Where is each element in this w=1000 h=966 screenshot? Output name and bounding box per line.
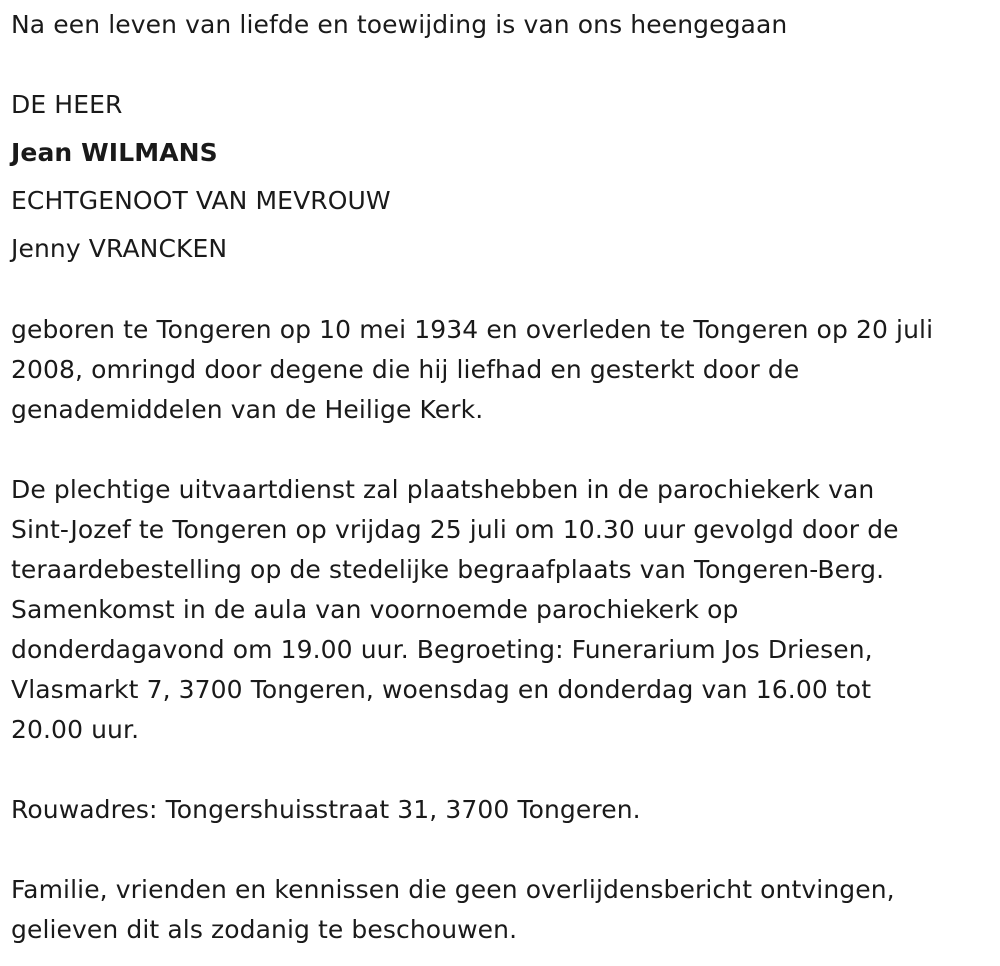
paragraph-line: donderdagavond om 19.00 uur. Begroeting: Funerarium Jos Driesen, (11, 635, 873, 664)
deceased-name: Jean WILMANS (11, 138, 218, 167)
paragraph-line: De plechtige uitvaartdienst zal plaatshebben in de parochiekerk van (11, 475, 875, 504)
paragraph-line: Samenkomst in de aula van voornoemde parochiekerk op (11, 595, 739, 624)
paragraph-line: Vlasmarkt 7, 3700 Tongeren, woensdag en donderdag van 16.00 tot (11, 675, 872, 704)
obituary-intro: Na een leven van liefde en toewijding is van ons heengegaan (11, 10, 788, 39)
paragraph-line: 2008, omringd door degene die hij liefhad en gesterkt door de (11, 355, 800, 384)
paragraph-line: Sint-Jozef te Tongeren op vrijdag 25 juli om 10.30 uur gevolgd door de (11, 515, 899, 544)
title-label: DE HEER (11, 90, 123, 119)
paragraph-line: genademiddelen van de Heilige Kerk. (11, 395, 484, 424)
paragraph-line: geboren te Tongeren op 10 mei 1934 en overleden te Tongeren op 20 juli (11, 315, 934, 344)
paragraph-line: teraardebestelling op de stedelijke begraafplaats van Tongeren-Berg. (11, 555, 885, 584)
service-paragraph (11, 470, 996, 750)
paragraph-line: Familie, vrienden en kennissen die geen overlijdensbericht ontvingen, (11, 875, 895, 904)
paragraph-line: 20.00 uur. (11, 715, 140, 744)
paragraph-line: Rouwadres: Tongershuisstraat 31, 3700 Tongeren. (11, 795, 641, 824)
spouse-label: ECHTGENOOT VAN MEVROUW (11, 186, 391, 215)
closing-paragraph (11, 870, 996, 950)
spouse-name: Jenny VRANCKEN (11, 234, 228, 263)
birth-death-paragraph (11, 310, 996, 430)
mourning-address (11, 790, 996, 830)
paragraph-line: gelieven dit als zodanig te beschouwen. (11, 915, 518, 944)
